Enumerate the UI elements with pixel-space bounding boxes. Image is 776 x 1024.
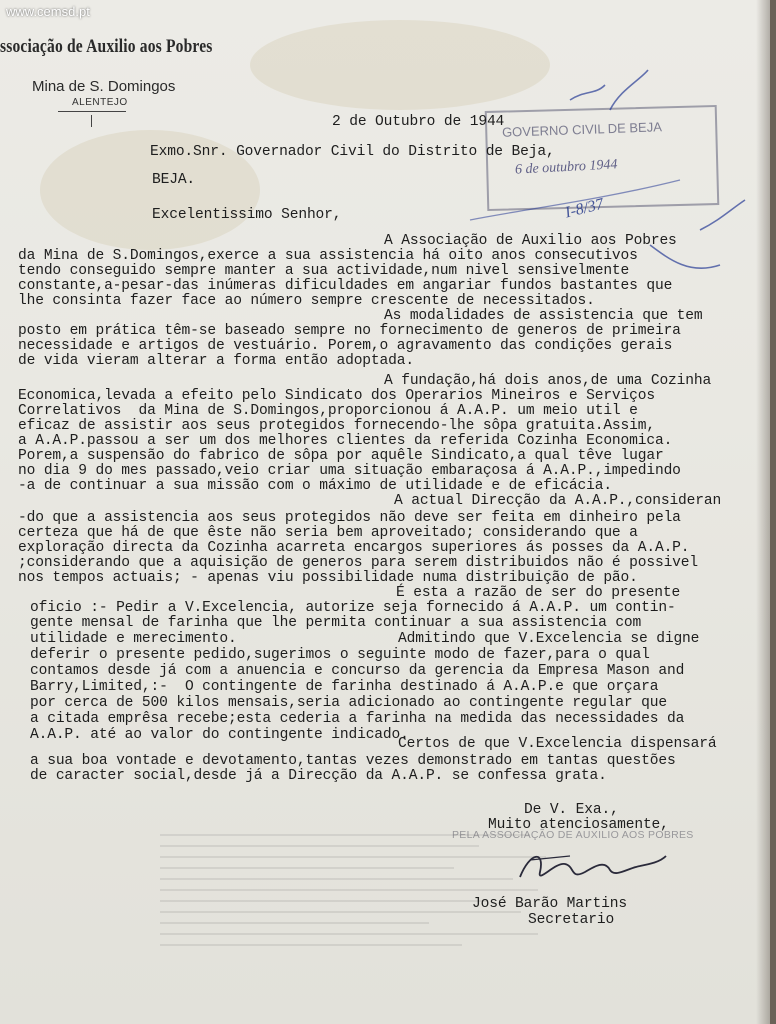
letterhead-rule bbox=[58, 111, 126, 112]
letterhead-mina: Mina de S. Domingos bbox=[32, 78, 176, 95]
letter-line: de vida vieram alterar a forma então adoptada. bbox=[18, 353, 414, 369]
letter-line: A Associação de Auxilio aos Pobres bbox=[384, 233, 677, 249]
letter-line: BEJA. bbox=[152, 172, 196, 188]
letter-line: As modalidades de assistencia que tem bbox=[384, 308, 703, 324]
handwritten-reference: I-8/37 bbox=[563, 195, 606, 222]
letter-line: 2 de Outubro de 1944 bbox=[332, 114, 505, 130]
letter-line: É esta a razão de ser do presente bbox=[396, 585, 681, 601]
letter-line: de caracter social,desde já a Direcção da A.A.P. se confessa grata. bbox=[30, 768, 607, 784]
letter-line: Excelentissimo Senhor, bbox=[152, 207, 342, 223]
letter-line: oficio :- Pedir a V.Excelencia, autorize seja fornecido á A.A.P. um contin- bbox=[30, 600, 676, 616]
received-stamp-title: GOVERNO CIVIL DE BEJA bbox=[501, 119, 663, 140]
letterhead-region: ALENTEJO bbox=[72, 97, 128, 108]
letter-line: da Mina de S.Domingos,exerce a sua assistencia há oito anos consecutivos bbox=[18, 248, 638, 264]
letter-line: Correlativos da Mina de S.Domingos,proporcionou á A.A.P. um meio util e bbox=[18, 403, 638, 419]
letter-line: utilidade e merecimento. bbox=[30, 631, 237, 647]
letter-line: contamos desde já com a anuencia e concurso da gerencia da Empresa Mason and bbox=[30, 663, 685, 679]
letter-line: a sua boa vontade e devotamento,tantas vezes demonstrado em tantas questões bbox=[30, 753, 676, 769]
letter-line: Barry,Limited,:- O contingente de farinha destinado á A.A.P.e que orçara bbox=[30, 679, 659, 695]
page-edge-shadow bbox=[756, 0, 770, 1024]
letterhead-association: ssociação de Auxilio aos Pobres bbox=[0, 36, 213, 57]
signature-stamp: PELA ASSOCIAÇÃO DE AUXILIO AOS POBRES bbox=[452, 829, 694, 841]
letter-line: -a de continuar a sua missão com o máximo de utilidade e de eficácia. bbox=[18, 478, 612, 494]
letter-line: por cerca de 500 kilos mensais,seria adicionado ao contingente regular que bbox=[30, 695, 667, 711]
letter-line: ;considerando que a aquisição de generos para serem distribuidos não é possivel bbox=[18, 555, 699, 571]
letter-line: Exmo.Snr. Governador Civil do Distrito de Beja, bbox=[150, 144, 555, 160]
letter-line: deferir o presente pedido,sugerimos o seguinte modo de fazer,para o qual bbox=[30, 647, 650, 663]
letter-line: Porem,a suspensão do fabrico de sôpa por aquêle Sindicato,a qual têve lugar bbox=[18, 448, 664, 464]
letter-line: -do que a assistencia aos seus protegidos não deve ser feita em dinheiro pela bbox=[18, 510, 681, 526]
letter-line: certeza que há de que êste não seria bem aproveitado; considerando que a bbox=[18, 525, 638, 541]
letter-line: posto em prática têm-se baseado sempre no fornecimento de generos de primeira bbox=[18, 323, 681, 339]
letter-line: a A.A.P.passou a ser um dos melhores clientes da referida Cozinha Economica. bbox=[18, 433, 673, 449]
received-stamp-date: 6 de outubro 1944 bbox=[514, 157, 618, 178]
letter-line: A fundação,há dois anos,de uma Cozinha bbox=[384, 373, 712, 389]
letter-line: no dia 9 do mes passado,veio criar uma situação embaraçosa á A.A.P.,impedindo bbox=[18, 463, 681, 479]
watermark: www.cemsd.pt bbox=[6, 4, 90, 19]
letter-line: constante,a-pesar-das inúmeras dificuldades em angariar fundos bastantes que bbox=[18, 278, 673, 294]
letter-line: nos tempos actuais; - apenas viu possibilidade numa distribuição de pão. bbox=[18, 570, 638, 586]
letter-line: De V. Exa., bbox=[524, 802, 619, 818]
letter-line: Admitindo que V.Excelencia se digne bbox=[398, 631, 700, 647]
letter-line: eficaz de assistir aos seus protegidos fornecendo-lhe sôpa gratuita.Assim, bbox=[18, 418, 655, 434]
letterhead-tick bbox=[91, 115, 92, 127]
letter-line: A actual Direcção da A.A.P.,consideran bbox=[394, 493, 722, 509]
letter-line: Muito atenciosamente, bbox=[488, 817, 669, 833]
letter-line: Certos de que V.Excelencia dispensará bbox=[398, 736, 717, 752]
letter-line: Secretario bbox=[528, 912, 615, 928]
handwritten-signature bbox=[510, 842, 670, 892]
letter-line: lhe consinta fazer face ao número sempre crescente de necessitados. bbox=[18, 293, 595, 309]
letter-line: a citada emprêsa recebe;esta cederia a farinha na medida das necessidades da bbox=[30, 711, 685, 727]
letter-line: necessidade e artigos de vestuário. Porem,o agravamento das condições gerais bbox=[18, 338, 673, 354]
letter-line: A.A.P. até ao valor do contingente indicado. bbox=[30, 727, 409, 743]
letter-line: Economica,levada a efeito pelo Sindicato dos Operarios Mineiros e Serviços bbox=[18, 388, 655, 404]
letter-line: gente mensal de farinha que lhe permita continuar a sua assistencia com bbox=[30, 615, 642, 631]
letter-line: exploração directa da Cozinha acarreta encargos superiores ás posses da A.A.P. bbox=[18, 540, 690, 556]
letter-line: José Barão Martins bbox=[472, 896, 627, 912]
letter-line: tendo conseguido sempre manter a sua actividade,num nivel sensivelmente bbox=[18, 263, 630, 279]
